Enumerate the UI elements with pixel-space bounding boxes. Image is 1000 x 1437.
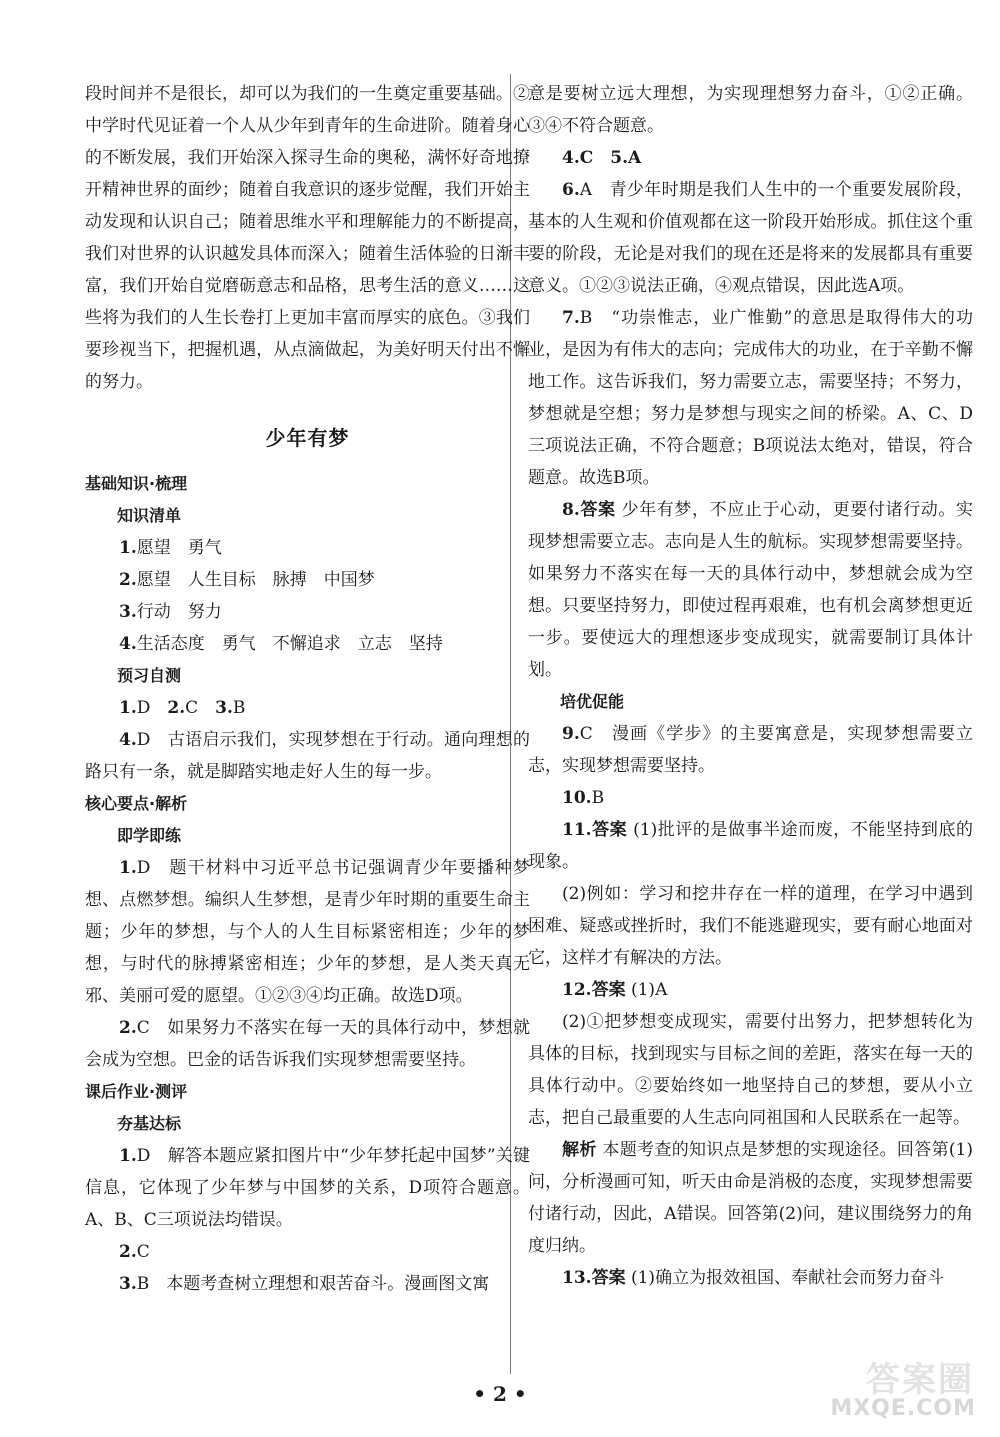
item-number: 3.: [119, 602, 137, 622]
list-item: [85, 532, 530, 564]
item-text: 行动 努力: [136, 602, 222, 622]
answer-number: 1.: [119, 1146, 137, 1166]
answer-label: 答案: [579, 500, 616, 520]
item-text: 愿望 人生目标 脉搏 中国梦: [136, 570, 375, 590]
answer-text: C 漫画《学步》的主要寓意是，实现梦想需要立志，实现梦想需要坚持。: [528, 724, 973, 776]
answer-number: 11.: [562, 820, 592, 840]
analysis-label: 解析: [562, 1140, 597, 1160]
subheading-knowledge-list: 知识清单: [117, 506, 182, 525]
answer-number: 2.: [167, 698, 186, 718]
item-text: 愿望 勇气: [136, 538, 222, 558]
answer-paragraph: [85, 1268, 530, 1300]
watermark-url: MXQE.COM: [830, 1396, 976, 1421]
answer-number: 3.: [119, 1274, 137, 1294]
answer-paragraph: [528, 814, 973, 878]
item-text: 生活态度 勇气 不懈追求 立志 坚持: [136, 634, 443, 654]
answer-number: 2.: [119, 1018, 137, 1038]
answer-number: 8.: [562, 500, 580, 520]
answer-paragraph: [85, 724, 530, 788]
section-heading-homework: 课后作业·测评: [85, 1082, 188, 1101]
intro-paragraph: 段时间并不是很长，却可以为我们的一生奠定重要基础。②中学时代见证着一个人从少年到青年的生命进阶。随着身心的不断发展，我们开始深入探寻生命的奥秘，满怀好奇地撩开精神世界的面纱；随着自我意识的逐步觉醒，我们开始主动发现和认识自己；随着思维水平和理解能力的不断提高，我们对世界的认识越发具体而深入；随着生活体验的日渐丰富，我们开始自觉磨砺意志和品格，思考生活的意义……这些将为我们的人生长卷打上更加丰富而厚实的底色。③我们要珍视当下，把握机遇，从点滴做起，为美好明天付出不懈的努力。: [85, 84, 530, 392]
answer-paragraph: [85, 1012, 530, 1076]
watermark-logo: [827, 1352, 982, 1430]
page-number: • 2 •: [473, 1382, 527, 1406]
answer-text: B 本题考查树立理想和艰苦奋斗。漫画图文寓: [136, 1274, 490, 1294]
answer-number: 9.: [562, 724, 580, 744]
answer-text: D: [136, 698, 168, 718]
answer-paragraph: (2)①把梦想变成现实，需要付出努力，把梦想转化为具体的目标，找到现实与目标之间的差距，落实在每一天的具体行动中。②要始终如一地坚持自己的梦想，要从小立志，把自己最重要的人生志向同祖国和人民联系在一起等。: [528, 1012, 973, 1128]
answer-number: 10.: [562, 788, 592, 808]
answer-number: 12.: [562, 980, 592, 1000]
answer-number: 13.: [562, 1268, 592, 1288]
answer-number: 3.: [215, 698, 233, 718]
answer-paragraph: [85, 1140, 530, 1236]
answer-paragraph: [528, 782, 973, 814]
subheading-foundation: 夯基达标: [117, 1114, 182, 1133]
answer-paragraph: [528, 302, 973, 494]
answer-number: 2.: [119, 1242, 137, 1262]
left-column: [85, 78, 530, 1300]
answer-paragraph: [528, 718, 973, 782]
answer-number: 6.: [562, 180, 580, 200]
list-item: [85, 628, 530, 660]
continued-paragraph: 意是要树立远大理想，为实现理想努力奋斗，①②正确。③④不符合题意。: [528, 84, 973, 136]
answer-text: 少年有梦，不应止于心动，更要付诸行动。实现梦想需要立志。志向是人生的航标。实现梦想需要坚持。如果努力不落实在每一天的具体行动中，梦想就会成为空想。只要坚持努力，即使过程再艰难，也有机会离梦想更近一步。要使远大的理想逐步变成现实，就需要制订具体计划。: [528, 500, 974, 680]
answer-paragraph: [528, 494, 973, 686]
answer-text: C 如果努力不落实在每一天的具体行动中，梦想就会成为空想。巴金的话告诉我们实现梦想需要坚持。: [85, 1018, 530, 1070]
answer-text: D 古语启示我们，实现梦想在于行动。通向理想的路只有一条，就是脚踏实地走好人生的每一步。: [85, 730, 530, 782]
answer-paragraph: [528, 1262, 973, 1294]
answer-paragraph: [528, 974, 973, 1006]
answer-text: C: [136, 1242, 150, 1262]
subheading-advanced: 培优促能: [560, 692, 625, 711]
list-item: [85, 596, 530, 628]
analysis-text: 本题考查的知识点是梦想的实现途径。回答第(1)问，分析漫画可知，听天由命是消极的态度，实现梦想需要付诸行动，因此，A错误。回答第(2)问，建议围绕努力的角度归纳。: [528, 1140, 973, 1256]
answer-paragraph: [85, 852, 530, 1012]
answer-paragraph: [528, 174, 973, 302]
answer-number: 1.: [119, 858, 137, 878]
answer-text: B: [591, 788, 605, 808]
lesson-title: 少年有梦: [265, 426, 350, 450]
answer-text: (1)确立为报效祖国、奉献社会而努力奋斗: [630, 1268, 945, 1288]
list-item: [85, 564, 530, 596]
item-number: 2.: [119, 570, 137, 590]
answer-text: D 解答本题应紧扣图片中“少年梦托起中国梦”关键信息，它体现了少年梦与中国梦的关系，D项符合题意。A、B、C三项说法均错误。: [85, 1146, 530, 1230]
analysis-paragraph: [528, 1134, 973, 1262]
answer-row: 4.C 5.A: [562, 148, 642, 168]
answer-paragraph: (2)例如：学习和挖井存在一样的道理，在学习中遇到困难、疑惑或挫折时，我们不能逃避现实，要有耐心地面对它，这样才有解决的方法。: [528, 884, 973, 968]
section-heading-basics: 基础知识·梳理: [85, 474, 188, 493]
answer-text: (1)A: [630, 980, 668, 1000]
answer-text: A 青少年时期是我们人生中的一个重要发展阶段，基本的人生观和价值观都在这一阶段开始形成。抓住这个重要的阶段，无论是对我们的现在还是将来的发展都具有重要意义。①②③说法正确，④观点错误，因此选A项。: [528, 180, 973, 296]
section-heading-core: 核心要点·解析: [85, 794, 188, 813]
subheading-practice: 即学即练: [117, 826, 182, 845]
watermark-text: 答案圈: [866, 1360, 974, 1400]
subheading-preview-test: 预习自测: [117, 666, 182, 685]
answer-label: 答案: [591, 820, 628, 840]
answer-label: 答案: [591, 1268, 626, 1288]
answer-text: B “功崇惟志，业广惟勤”的意思是取得伟大的功业，是因为有伟大的志向；完成伟大的功业，在于辛勤不懈地工作。这告诉我们，努力需要立志，需要坚持；不努力，梦想就是空想；努力是梦想与现实之间的桥梁。A、C、D三项说法正确，不符合题意；B项说法太绝对，错误，符合题意。故选B项。: [528, 308, 973, 488]
right-column: [528, 78, 973, 1294]
answer-number: 4.: [119, 730, 137, 750]
answer-text: B: [232, 698, 246, 718]
answer-number: 7.: [562, 308, 580, 328]
item-number: 1.: [119, 538, 137, 558]
answer-text: (1)批评的是做事半途而废，不能坚持到底的现象。: [528, 820, 974, 872]
item-number: 4.: [119, 634, 137, 654]
answer-label: 答案: [591, 980, 626, 1000]
answer-paragraph: [85, 1236, 530, 1268]
answer-row: [85, 692, 530, 724]
answer-text: D 题干材料中习近平总书记强调青少年要播种梦想、点燃梦想。编织人生梦想，是青少年时期的重要生命主题；少年的梦想，与个人的人生目标紧密相连；少年的梦想，与时代的脉搏紧密相连；少年的梦想，是人类天真无邪、美丽可爱的愿望。①②③④均正确。故选D项。: [85, 858, 530, 1006]
answer-number: 1.: [119, 698, 137, 718]
answer-text: C: [185, 698, 216, 718]
